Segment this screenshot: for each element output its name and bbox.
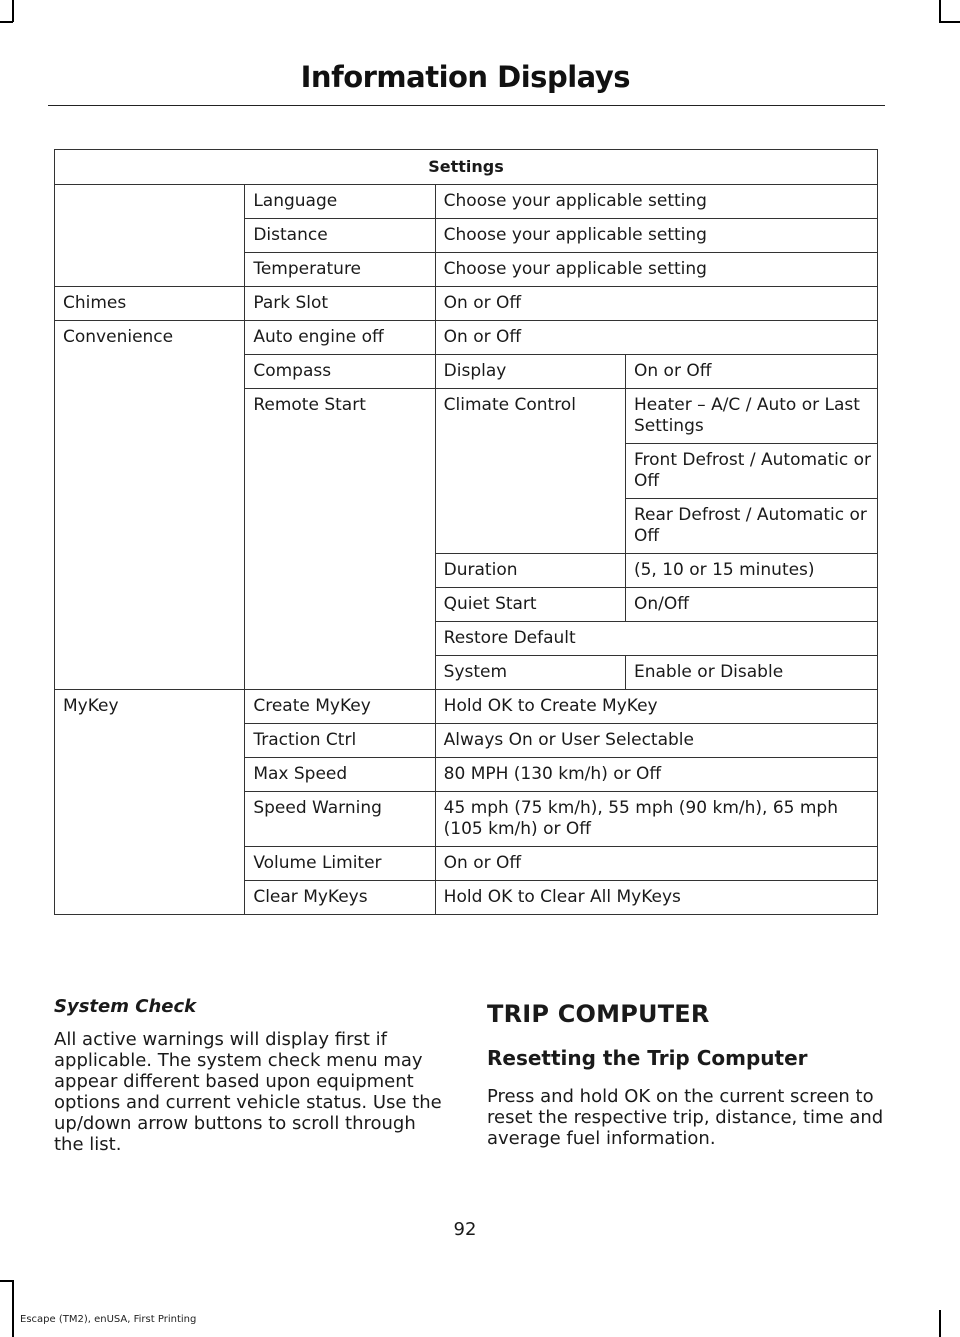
table-cell: (5, 10 or 15 minutes) [625, 554, 877, 588]
table-cell [55, 185, 245, 287]
table-cell: Choose your applicable setting [435, 253, 877, 287]
trip-computer-section [487, 1000, 885, 1149]
table-header-row [55, 150, 878, 185]
table-row [55, 690, 878, 724]
table-cell: Park Slot [245, 287, 435, 321]
table-cell: Remote Start [245, 389, 435, 690]
table-cell: Temperature [245, 253, 435, 287]
table-cell: Display [435, 355, 625, 389]
trip-computer-body: Press and hold OK on the current screen to reset the respective trip, distance, time and average fuel information. [487, 1086, 884, 1149]
table-cell: On or Off [435, 321, 877, 355]
table-cell: Duration [435, 554, 625, 588]
table-cell: Front Defrost / Automatic or Off [625, 444, 877, 499]
settings-table [54, 149, 878, 915]
table-row [55, 287, 878, 321]
table-cell: 80 MPH (130 km/h) or Off [435, 758, 877, 792]
table-cell: Hold OK to Create MyKey [435, 690, 877, 724]
table-cell: Chimes [55, 287, 245, 321]
table-cell: Speed Warning [245, 792, 435, 847]
table-cell: Traction Ctrl [245, 724, 435, 758]
table-cell: Create MyKey [245, 690, 435, 724]
crop-mark [0, 21, 13, 23]
table-row [55, 185, 878, 219]
table-cell: MyKey [55, 690, 245, 915]
page-header [48, 60, 885, 106]
table-cell: Hold OK to Clear All MyKeys [435, 881, 877, 915]
table-cell: On or Off [435, 847, 877, 881]
crop-mark [939, 1310, 941, 1337]
table-cell: On or Off [435, 287, 877, 321]
table-cell: System [435, 656, 625, 690]
table-cell: Language [245, 185, 435, 219]
crop-mark [0, 1280, 13, 1282]
table-cell: Volume Limiter [245, 847, 435, 881]
footer-text: Escape (TM2), enUSA, First Printing [20, 1314, 197, 1325]
table-cell: Rear Defrost / Automatic or Off [625, 499, 877, 554]
table-cell: On or Off [625, 355, 877, 389]
system-check-body: All active warnings will display first if applicable. The system check menu may appear different based upon equipment options and current vehicle status. Use the up/down arrow buttons to scroll through the list. [54, 1029, 442, 1155]
table-cell: Compass [245, 355, 435, 389]
crop-mark [939, 21, 960, 23]
table-cell: Auto engine off [245, 321, 435, 355]
trip-computer-heading: TRIP COMPUTER [487, 1000, 710, 1028]
table-cell: Always On or User Selectable [435, 724, 877, 758]
table-cell: Convenience [55, 321, 245, 690]
table-cell: Heater – A/C / Auto or Last Settings [625, 389, 877, 444]
table-cell: 45 mph (75 km/h), 55 mph (90 km/h), 65 mph (105 km/h) or Off [435, 792, 877, 847]
table-cell: On/Off [625, 588, 877, 622]
trip-computer-subheading: Resetting the Trip Computer [487, 1046, 808, 1070]
page-title: Information Displays [300, 60, 630, 94]
table-cell: Quiet Start [435, 588, 625, 622]
table-cell: Restore Default [435, 622, 877, 656]
table-row [55, 321, 878, 355]
table-title: Settings [55, 150, 878, 185]
table-cell: Choose your applicable setting [435, 185, 877, 219]
crop-mark [939, 0, 941, 22]
table-cell: Enable or Disable [625, 656, 877, 690]
page-number: 92 [453, 1219, 477, 1240]
table-cell: Choose your applicable setting [435, 219, 877, 253]
table-cell: Max Speed [245, 758, 435, 792]
crop-mark [12, 1280, 14, 1337]
table-cell: Clear MyKeys [245, 881, 435, 915]
crop-mark [12, 0, 14, 22]
table-cell: Climate Control [435, 389, 625, 554]
table-cell: Distance [245, 219, 435, 253]
system-check-section [54, 996, 449, 1155]
system-check-heading: System Check [54, 996, 197, 1017]
